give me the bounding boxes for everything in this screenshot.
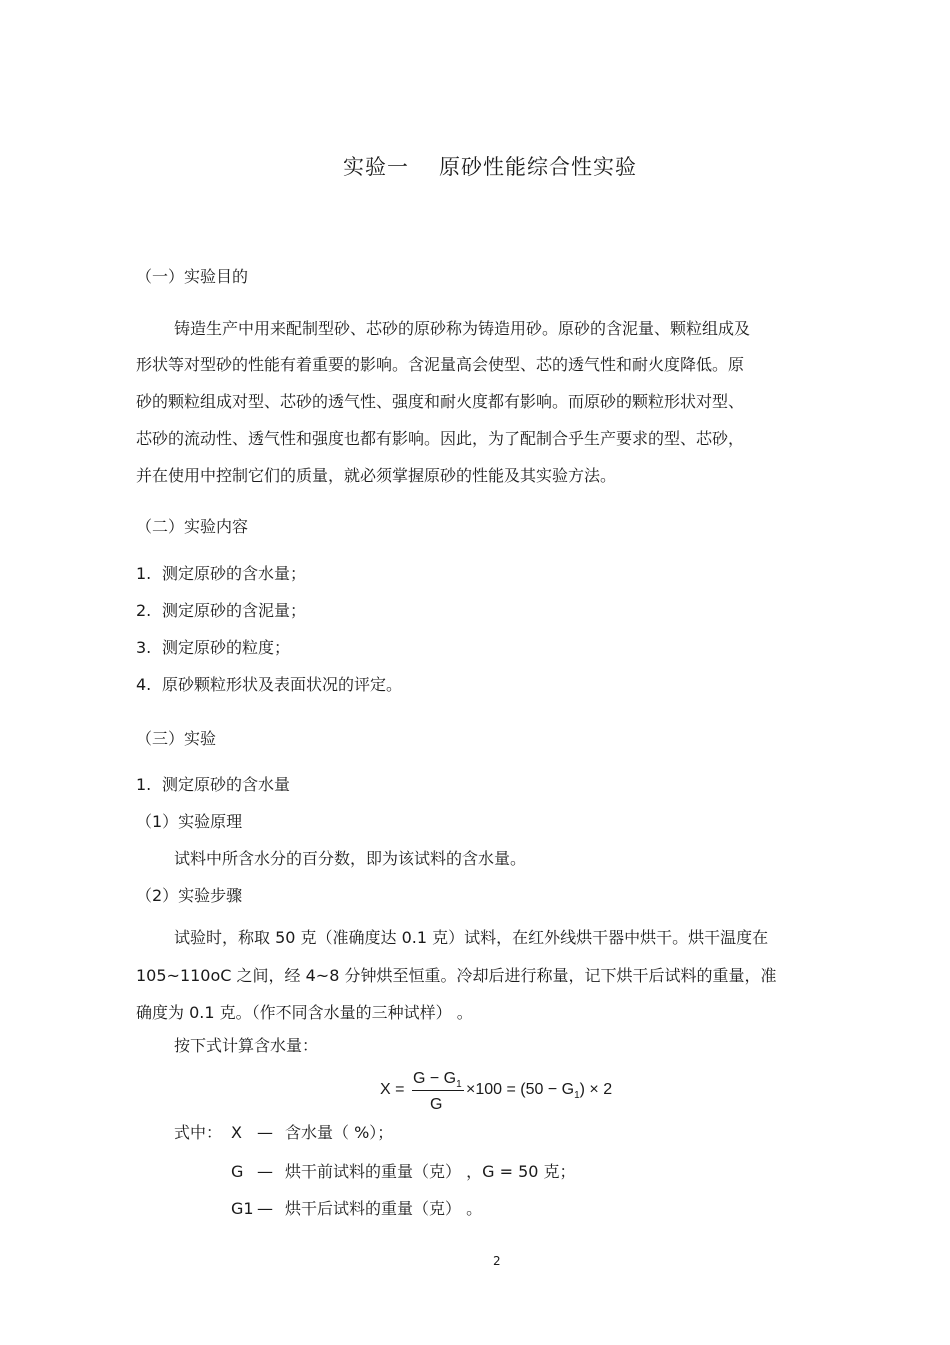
title-part1: 实验一 [343, 155, 409, 179]
where-label: 式中： [174, 1123, 223, 1142]
list-text: 测定原砂的粒度； [162, 638, 291, 657]
section-heading-content: （二）实验内容 [136, 517, 249, 536]
fraction-bar [412, 1090, 464, 1091]
list-number: 2. [136, 601, 152, 620]
rhs-text: ×100 = (50 − G [466, 1081, 575, 1098]
definition-dash: — [257, 1199, 273, 1218]
numerator-text: G − G [413, 1070, 457, 1087]
paragraph-line: 铸造生产中用来配制型砂、芯砂的原砂称为铸造用砂。原砂的含泥量、颗粒组成及 [174, 319, 751, 338]
title-part2: 原砂性能综合性实验 [439, 155, 637, 179]
paragraph-line: 砂的颗粒组成对型、芯砂的透气性、强度和耐火度都有影响。而原砂的颗粒形状对型、 [136, 392, 745, 411]
list-text: 原砂颗粒形状及表面状况的评定。 [162, 675, 403, 694]
list-number: 4. [136, 675, 152, 694]
page-title [0, 151, 950, 181]
list-item [136, 603, 306, 619]
numerator-subscript: 1 [456, 1079, 462, 1091]
subsection-text: 测定原砂的含水量 [162, 775, 291, 794]
paragraph-line: 105~110oC 之间，经 4~8 分钟烘至恒重。冷却后进行称量，记下烘干后试料的重量，准 [136, 966, 777, 985]
list-number: 3. [136, 638, 152, 657]
list-number: 1. [136, 564, 152, 583]
formula-intro: 按下式计算含水量： [174, 1036, 319, 1055]
principle-text: 试料中所含水分的百分数，即为该试料的含水量。 [174, 849, 527, 868]
formula-rhs [466, 1081, 612, 1101]
definition-dash: — [257, 1123, 273, 1142]
definition-dash: — [257, 1162, 273, 1181]
list-item [136, 677, 402, 693]
steps-heading: （2）实验步骤 [136, 886, 243, 905]
definition-text: 含水量（ %）； [285, 1123, 394, 1142]
definition-symbol: G1 [231, 1199, 254, 1218]
formula-numerator [413, 1070, 462, 1090]
definition-symbol: G [231, 1162, 244, 1181]
formula-denominator: G [430, 1096, 443, 1113]
paragraph-line: 芯砂的流动性、透气性和强度也都有影响。因此，为了配制合乎生产要求的型、芯砂， [136, 429, 745, 448]
rhs-text-end: ) × 2 [579, 1081, 613, 1098]
list-text: 测定原砂的含泥量； [162, 601, 307, 620]
definition-text: 烘干后试料的重量（克） 。 [285, 1199, 483, 1218]
paragraph-line: 形状等对型砂的性能有着重要的影响。含泥量高会使型、芯的透气性和耐火度降低。原 [136, 355, 745, 374]
formula-lhs: X = [380, 1081, 405, 1098]
definition-text: 烘干前试料的重量（克） ，G = 50 克； [285, 1162, 576, 1181]
rhs-subscript: 1 [574, 1090, 580, 1102]
section-heading-purpose: （一）实验目的 [136, 267, 249, 286]
paragraph-line: 试验时，称取 50 克（准确度达 0.1 克）试料，在红外线烘干器中烘干。烘干温度在 [174, 928, 769, 947]
definition-row [231, 1201, 482, 1217]
definition-row [231, 1125, 393, 1141]
list-text: 测定原砂的含水量； [162, 564, 307, 583]
section-heading-experiment: （三）实验 [136, 729, 217, 748]
page-number: 2 [493, 1254, 501, 1268]
subsection-heading [136, 777, 290, 793]
paragraph-line: 并在使用中控制它们的质量，就必须掌握原砂的性能及其实验方法。 [136, 466, 617, 485]
paragraph-line: 确度为 0.1 克。（作不同含水量的三种试样） 。 [136, 1003, 473, 1022]
subsection-number: 1. [136, 775, 152, 794]
definition-row [231, 1164, 576, 1180]
definition-symbol: X [231, 1123, 242, 1142]
list-item [136, 640, 290, 656]
principle-heading: （1）实验原理 [136, 812, 243, 831]
list-item [136, 566, 306, 582]
